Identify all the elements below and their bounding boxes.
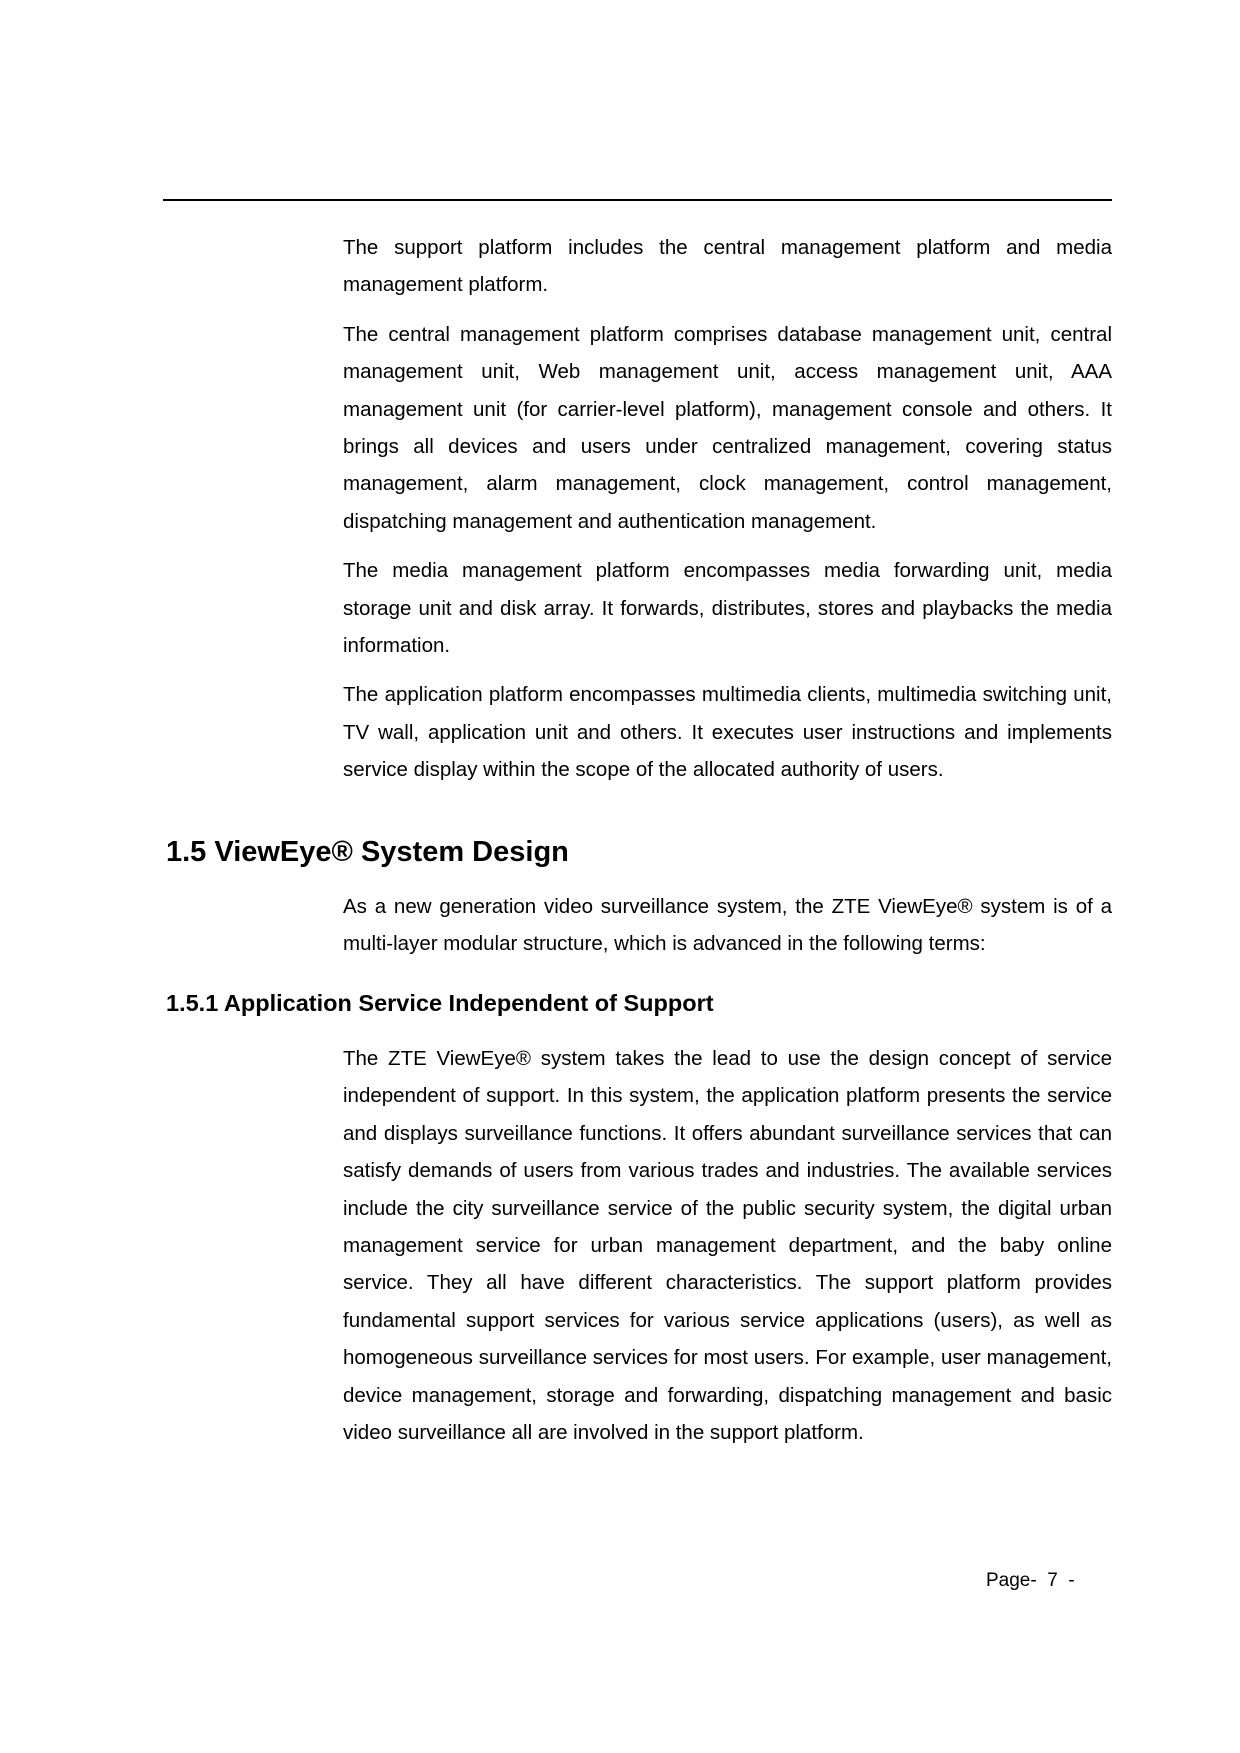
paragraph-support-platform: The support platform includes the central management platform and media management platform. (343, 236, 1112, 297)
paragraph-application-platform: The application platform encompasses multimedia clients, multimedia switching unit, TV wall, application unit and others. It executes user instructions and implements service display within the scope of the allocated authority of users. (343, 683, 1112, 782)
intro-text-block (343, 229, 1112, 789)
page-number: Page- 7 - (986, 1570, 1075, 1591)
section-1-5-text-block (343, 888, 1112, 963)
paragraph-system-design: As a new generation video surveillance system, the ZTE ViewEye® system is of a multi-layer modular structure, which is advanced in the following terms: (343, 895, 1112, 956)
paragraph-central-management: The central management platform comprises database management unit, central management unit, Web management unit, access management unit, AAA management unit (for carrier-level platform), management console and others. It brings all devices and users under centralized management, covering status management, alarm management, clock management, control management, dispatching management and authentication management. (343, 322, 1112, 533)
section-heading-1-5: 1.5 ViewEye® System Design (166, 836, 569, 868)
section-1-5-1-text-block (343, 1040, 1112, 1451)
section-heading-1-5-1: 1.5.1 Application Service Independent of Support (166, 990, 714, 1016)
paragraph-media-management: The media management platform encompasses media forwarding unit, media storage unit and disk array. It forwards, distributes, stores and playbacks the media information. (343, 559, 1112, 658)
paragraph-service-independent: The ZTE ViewEye® system takes the lead to use the design concept of service independent of support. In this system, the application platform presents the service and displays surveillance functions. It offers abundant surveillance services that can satisfy demands of users from various trades and industries. The available services include the city surveillance service of the public security system, the digital urban management service for urban management department, and the baby online service. They all have different characteristics. The support platform provides fundamental support services for various service applications (users), as well as homogeneous surveillance services for most users. For example, user management, device management, storage and forwarding, dispatching management and basic video surveillance all are involved in the support platform. (343, 1047, 1112, 1445)
header-rule (163, 199, 1112, 201)
